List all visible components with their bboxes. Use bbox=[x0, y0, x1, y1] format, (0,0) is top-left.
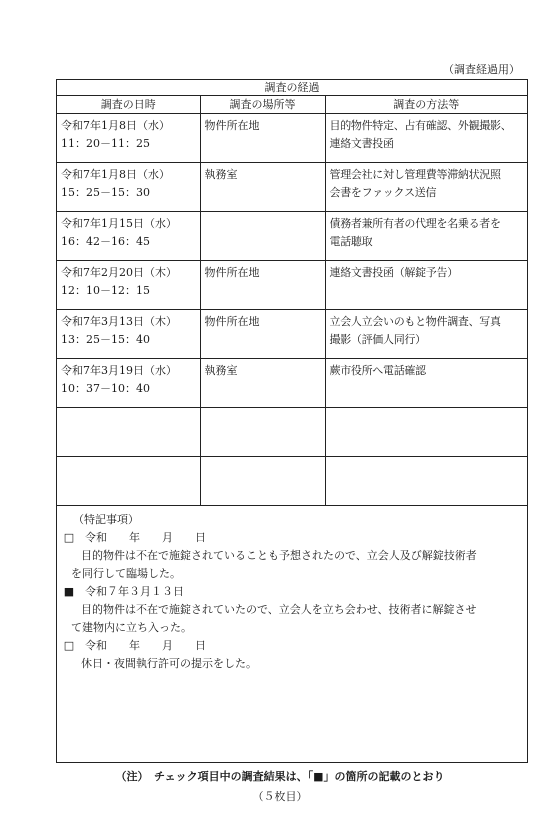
table-row bbox=[57, 114, 527, 163]
column-header-method: 調査の方法等 bbox=[325, 96, 527, 114]
time-range-text: 12：10－12：15 bbox=[61, 284, 150, 297]
date-text: 令和7年3月19日（水） bbox=[61, 364, 177, 377]
datetime-cell bbox=[57, 261, 200, 310]
method-cell bbox=[325, 114, 527, 163]
place-cell bbox=[200, 163, 325, 212]
table-row bbox=[57, 457, 527, 506]
datetime-cell bbox=[57, 310, 200, 359]
method-text: 蕨市役所へ電話確認 bbox=[329, 364, 426, 377]
time-range-text: 16：42－16：45 bbox=[61, 235, 150, 248]
time-range-text: 10：37－10：40 bbox=[61, 382, 150, 395]
method-text: 管理会社に対し管理費等滞納状況照 bbox=[329, 168, 501, 181]
remark-text: て建物内に立ち入った。 bbox=[71, 621, 192, 634]
time-range-text: 11：20－11：25 bbox=[61, 137, 150, 150]
place-cell bbox=[200, 261, 325, 310]
date-text: 令和7年3月13日（木） bbox=[61, 315, 177, 328]
place-cell bbox=[200, 457, 325, 506]
checkbox-mark: □ bbox=[63, 639, 75, 652]
table-title: 調査の経過 bbox=[57, 80, 527, 96]
date-text: 令和7年1月8日（水） bbox=[61, 168, 170, 181]
date-text: 令和7年1月15日（水） bbox=[61, 217, 177, 230]
place-cell bbox=[200, 212, 325, 261]
place-cell bbox=[200, 114, 325, 163]
remark-item bbox=[63, 583, 521, 637]
time-range-text: 15：25－15：30 bbox=[61, 186, 150, 199]
footnote: （注） チェック項目中の調査結果は、「■」の箇所の記載のとおり bbox=[115, 770, 445, 783]
checkbox-mark: ■ bbox=[63, 585, 75, 598]
document-type-label: （調査経過用） bbox=[443, 63, 520, 76]
checkbox-mark: □ bbox=[63, 531, 75, 544]
table-row bbox=[57, 408, 527, 457]
remark-text: 目的物件は不在で施錠されていることも予想されたので、立会人及び解錠技術者 bbox=[81, 549, 477, 562]
document-frame bbox=[56, 79, 528, 763]
remark-date: 令和 年 月 日 bbox=[85, 531, 206, 544]
place-cell bbox=[200, 408, 325, 457]
remark-text: 休日・夜間執行許可の提示をした。 bbox=[81, 657, 257, 670]
place-text: 物件所在地 bbox=[204, 266, 260, 279]
place-text: 執務室 bbox=[204, 364, 238, 377]
datetime-cell bbox=[57, 359, 200, 408]
method-cell bbox=[325, 212, 527, 261]
column-header-datetime: 調査の日時 bbox=[57, 96, 200, 114]
method-cell bbox=[325, 359, 527, 408]
method-cell bbox=[325, 310, 527, 359]
method-cell bbox=[325, 457, 527, 506]
place-text: 物件所在地 bbox=[204, 119, 260, 132]
datetime-cell bbox=[57, 457, 200, 506]
method-text: 立会人立会いのもと物件調査、写真 bbox=[329, 315, 501, 328]
date-text: 令和7年1月8日（水） bbox=[61, 119, 170, 132]
method-text: 債務者兼所有者の代理を名乗る者を bbox=[329, 217, 501, 230]
remark-date: 令和 年 月 日 bbox=[85, 639, 206, 652]
place-text: 物件所在地 bbox=[204, 315, 260, 328]
place-cell bbox=[200, 359, 325, 408]
remark-text: を同行して臨場した。 bbox=[71, 567, 181, 580]
method-text: 会書をファックス送信 bbox=[329, 186, 437, 199]
table-row bbox=[57, 261, 527, 310]
remark-date: 令和７年３月１３日 bbox=[85, 585, 184, 598]
datetime-cell bbox=[57, 163, 200, 212]
datetime-cell bbox=[57, 408, 200, 457]
time-range-text: 13：25－15：40 bbox=[61, 333, 150, 346]
investigation-log-table bbox=[57, 80, 527, 506]
place-text: 執務室 bbox=[204, 168, 238, 181]
table-row bbox=[57, 212, 527, 261]
method-cell bbox=[325, 261, 527, 310]
remark-item bbox=[63, 637, 521, 673]
datetime-cell bbox=[57, 114, 200, 163]
remarks-title: （特記事項） bbox=[73, 513, 139, 526]
datetime-cell bbox=[57, 212, 200, 261]
method-cell bbox=[325, 408, 527, 457]
column-header-place: 調査の場所等 bbox=[200, 96, 325, 114]
remark-text: 目的物件は不在で施錠されていたので、立会人を立ち会わせ、技術者に解錠させ bbox=[81, 603, 477, 616]
method-text: 撮影（評価人同行） bbox=[329, 333, 426, 346]
table-row bbox=[57, 310, 527, 359]
method-text: 目的物件特定、占有確認、外観撮影、 bbox=[329, 119, 512, 132]
table-row bbox=[57, 359, 527, 408]
table-row bbox=[57, 163, 527, 212]
method-text: 連絡文書投函 bbox=[329, 137, 394, 150]
method-text: 連絡文書投函（解錠予告） bbox=[329, 266, 458, 279]
date-text: 令和7年2月20日（木） bbox=[61, 266, 177, 279]
method-cell bbox=[325, 163, 527, 212]
remark-item bbox=[63, 529, 521, 583]
place-cell bbox=[200, 310, 325, 359]
page-number: （５枚目） bbox=[252, 790, 308, 803]
method-text: 電話聴取 bbox=[329, 235, 373, 248]
special-remarks-section bbox=[57, 506, 527, 673]
